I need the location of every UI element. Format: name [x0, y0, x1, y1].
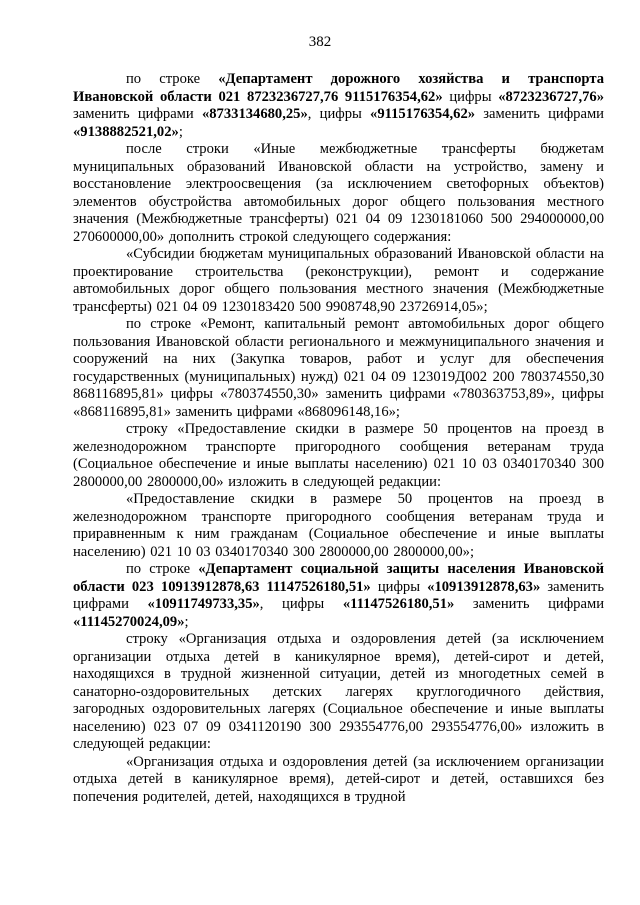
page-number: 382 — [308, 34, 332, 50]
bold-text-segment: «10911749733,35» — [147, 596, 260, 612]
paragraph — [73, 71, 604, 141]
text-segment: по строке «Ремонт, капитальный ремонт автомобильных дорог общего пользования Ивановской области регионального и межмуниципального значения и сооружений на них (Закупка товаров, работ и услуг для обеспечения государственных (муниципальных) нужд) 021 04 09 123019Д002 200 780374550,30 868116895,81» цифры «780374550,30» заменить цифрами «780363753,89», цифры «868116895,81» заменить цифрами «868096148,16»; — [73, 316, 604, 420]
document-body — [73, 71, 604, 806]
text-segment: цифры — [370, 578, 428, 595]
paragraph — [73, 631, 604, 754]
text-segment: по строке — [126, 71, 219, 87]
bold-text-segment: «11145270024,09» — [73, 613, 185, 630]
paragraph — [73, 491, 604, 561]
text-segment: строку «Организация отдыха и оздоровления детей (за исключением организации отдыха детей в каникулярное время), детей-сирот и детей, находящихся в трудной жизненной ситуации, детей из многодетных семей в санаторно-оздоровительных детских лагерях круглогодичного действия, загородных оздоровительных лагерях (Социальное обеспечение и иные выплаты населению) 023 07 09 0341120190 300 293554776,00 293554776,00» изложить в следующей редакции: — [73, 631, 604, 752]
bold-text-segment: «9115176354,62» — [370, 106, 476, 122]
paragraph — [73, 316, 604, 421]
paragraph — [73, 421, 604, 491]
text-segment: строку «Предоставление скидки в размере 50 процентов на проезд в железнодорожном транспорте пригородного сообщения ветеранам труда (Социальное обеспечение и иные выплаты населению) 021 10 03 0340170340 300 2800000,00 2800000,00» изложить в следующей редакции: — [73, 421, 604, 490]
text-segment: после строки «Иные межбюджетные трансферты бюджетам муниципальных образований Ивановской области на устройство, замену и восстановление электроосвещения (за исключением светофорных объектов) элементов обустройства автомобильных дорог общего пользования местного значения (Межбюджетные трансферты) 021 04 09 1230181060 500 294000000,00 270600000,00» дополнить строкой следующего содержания: — [73, 141, 604, 245]
text-segment: по строке — [126, 561, 199, 577]
text-segment: заменить цифрами — [475, 106, 604, 122]
text-segment: «Организация отдыха и оздоровления детей (за исключением организации отдыха детей в каникулярное время), детей-сирот и детей, оставшихся без попечения родителей, детей, находящихся в трудной — [73, 753, 604, 805]
paragraph — [73, 246, 604, 316]
bold-text-segment: «9138882521,02» — [73, 123, 179, 140]
paragraph — [73, 561, 604, 631]
text-segment: ; — [184, 613, 189, 630]
text-segment: заменить цифрами — [454, 596, 604, 612]
text-segment: заменить цифрами — [73, 106, 202, 122]
text-segment: «Предоставление скидки в размере 50 процентов на проезд в железнодорожном транспорте пригородного сообщения ветеранам труда и приравненным к ним гражданам (Социальное обеспечение и иные выплаты населению) 021 10 03 0340170340 300 2800000,00 2800000,00»; — [73, 491, 604, 560]
bold-text-segment: «8723236727,76» — [498, 88, 604, 105]
text-segment: , цифры — [259, 596, 343, 612]
bold-text-segment: «8733134680,25» — [201, 106, 308, 122]
bold-text-segment: «10913912878,63» — [427, 578, 541, 595]
text-segment: «Субсидии бюджетам муниципальных образований Ивановской области на проектирование строительства (реконструкции), ремонт и содержание автомобильных дорог общего пользования местного значения (Межбюджетные трансферты) 021 04 09 1230183420 500 9908748,90 23726914,05»; — [73, 246, 604, 315]
bold-text-segment: «Департамент социальной защиты населения Ивановской области 023 10913912878,63 11147526180,51» — [73, 561, 604, 595]
bold-text-segment: «Департамент дорожного хозяйства и транспорта Ивановской области 021 8723236727,76 9115176354,62» — [73, 71, 604, 105]
text-segment: заменить цифрами — [73, 578, 604, 612]
paragraph — [73, 754, 604, 807]
paragraph — [73, 141, 604, 246]
text-segment: ; — [178, 123, 183, 140]
bold-text-segment: «11147526180,51» — [342, 596, 455, 612]
text-segment: , цифры — [307, 106, 371, 122]
text-segment: цифры — [442, 88, 499, 105]
